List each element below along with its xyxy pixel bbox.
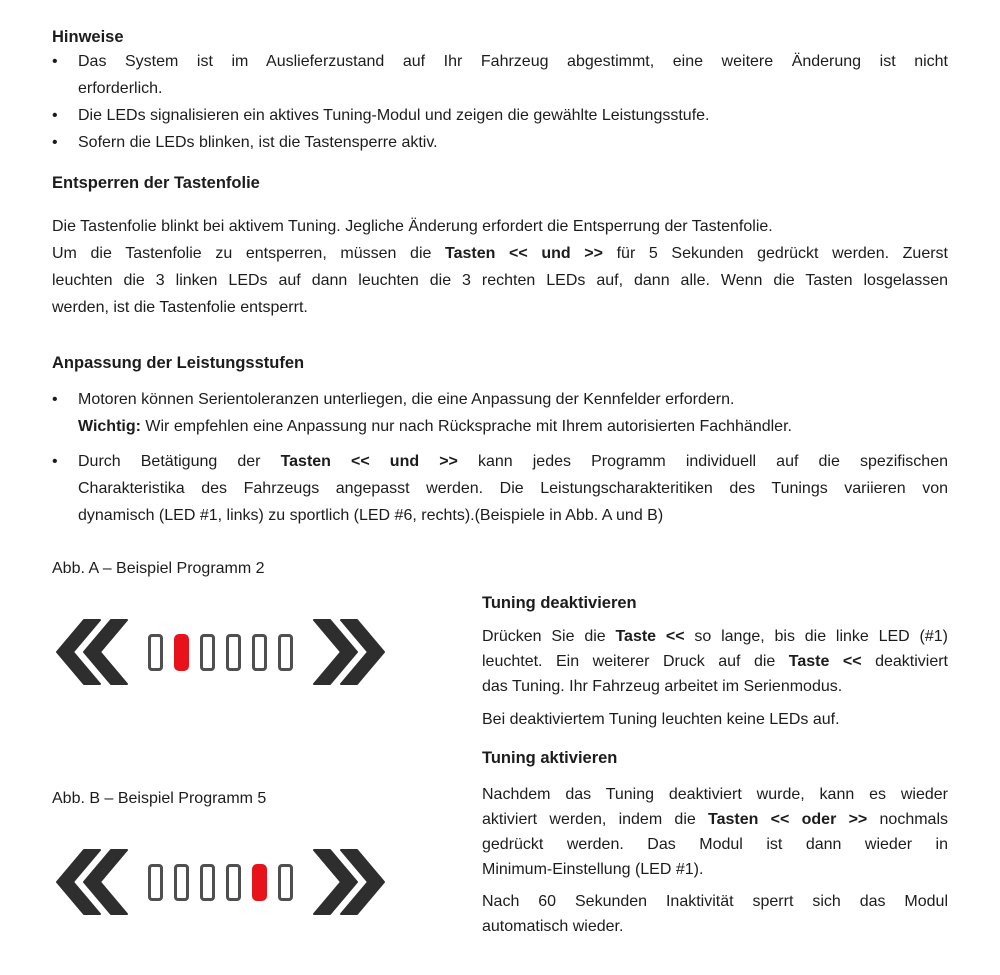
text-line: Sofern die LEDs blinken, ist die Tastensperre aktiv. [78,134,438,151]
text-line: Das System ist im Auslieferzustand auf Ihr Fahrzeug abgestimmt, eine weitere Änderung ist nicht [78,53,948,70]
led-off [200,634,215,671]
led-off [148,634,163,671]
paragraph [482,624,948,699]
bullet-text [78,129,948,156]
bullet-text [78,102,948,129]
list-item [52,48,948,102]
led-strip [148,634,293,671]
text-line: werden, ist die Tastenfolie entsperrt. [52,299,308,316]
paragraph [482,889,948,939]
led-off [278,634,293,671]
text-line: Die Tastenfolie blinkt bei aktivem Tuning. Jegliche Änderung erfordert die Entsperrung der Tastenfolie. [52,218,773,235]
led-off [174,864,189,901]
list-item [52,448,948,529]
text-line: das Tuning. Ihr Fahrzeug arbeitet im Serienmodus. [482,678,843,695]
bullet-text [78,386,948,440]
text-line: leuchten die 3 linken LEDs auf dann leuchten die 3 rechten LEDs auf, dann alle. Wenn die Tasten losgelassen [52,272,948,289]
list-item [52,129,948,156]
section-title-tuning-aktivieren: Tuning aktivieren [482,749,618,767]
led-off [226,634,241,671]
paragraph [482,707,948,732]
led-display-figure-a [56,617,385,687]
double-chevron-left-icon [56,849,128,915]
led-on [252,864,267,901]
text-line: Bei deaktiviertem Tuning leuchten keine LEDs auf. [482,711,840,728]
text-line: Minimum-Einstellung (LED #1). [482,861,704,878]
bullet-icon: • [52,391,58,408]
paragraph [52,213,948,321]
led-off [148,864,163,901]
text-line: Die LEDs signalisieren ein aktives Tuning-Modul und zeigen die gewählte Leistungsstufe. [78,107,710,124]
double-chevron-right-icon [313,619,385,685]
bullet-icon: • [52,53,58,70]
paragraph [482,782,948,882]
list-item [52,386,948,440]
text-line: Nach 60 Sekunden Inaktivität sperrt sich das Modul [482,893,948,910]
text-line: Nachdem das Tuning deaktiviert wurde, kann es wieder [482,786,948,803]
text-line: Durch Betätigung der Tasten << und >> kann jedes Programm individuell auf die spezifischen [78,453,948,470]
text-line: Motoren können Serientoleranzen unterliegen, die eine Anpassung der Kennfelder erfordern. [78,391,735,408]
text-line: Um die Tastenfolie zu entsperren, müssen die Tasten << und >> für 5 Sekunden gedrückt werden. Zuerst [52,245,948,262]
text-line: erforderlich. [78,80,163,97]
bullet-icon: • [52,107,58,124]
double-chevron-left-icon [56,619,128,685]
led-off [252,634,267,671]
section-title-hinweise: Hinweise [52,28,124,46]
figure-a-caption: Abb. A – Beispiel Programm 2 [52,560,265,577]
led-off [226,864,241,901]
text-line: aktiviert werden, indem die Tasten << oder >> nochmals [482,811,948,828]
section-title-entsperren: Entsperren der Tastenfolie [52,174,260,192]
led-strip [148,864,293,901]
text-line: Charakteristika des Fahrzeugs angepasst werden. Die Leistungscharakteritiken des Tunings variieren von [78,480,948,497]
text-line: leuchtet. Ein weiterer Druck auf die Taste << deaktiviert [482,653,948,670]
led-off [200,864,215,901]
text-line: dynamisch (LED #1, links) zu sportlich (LED #6, rechts).(Beispiele in Abb. A und B) [78,507,664,524]
led-on [174,634,189,671]
section-title-anpassung: Anpassung der Leistungsstufen [52,354,305,372]
text-line: Drücken Sie die Taste << so lange, bis die linke LED (#1) [482,628,948,645]
bullet-icon: • [52,453,58,470]
bullet-text [78,48,948,102]
section-title-tuning-deaktivieren: Tuning deaktivieren [482,594,637,612]
double-chevron-right-icon [313,849,385,915]
figure-b-caption: Abb. B – Beispiel Programm 5 [52,790,267,807]
text-line: Wichtig: Wir empfehlen eine Anpassung nur nach Rücksprache mit Ihrem autorisierten Fachhändler. [78,418,792,435]
bullet-icon: • [52,134,58,151]
bullet-text [78,448,948,529]
list-item [52,102,948,129]
led-display-figure-b [56,847,385,917]
led-off [278,864,293,901]
text-line: automatisch wieder. [482,918,624,935]
text-line: gedrückt werden. Das Modul ist dann wieder in [482,836,948,853]
